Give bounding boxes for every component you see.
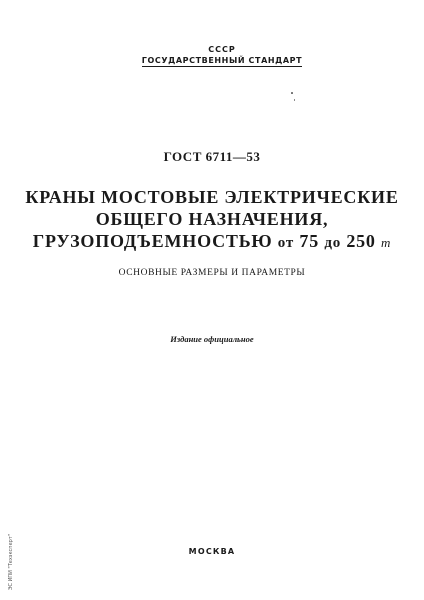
publication-city: МОСКВА <box>188 547 236 556</box>
title-line-3 <box>0 231 424 252</box>
title-line-2: ОБЩЕГО НАЗНАЧЕНИЯ, <box>95 209 329 229</box>
title-max-capacity: 250 <box>346 231 376 251</box>
dust-speck <box>291 92 293 94</box>
title-min-capacity: 75 <box>299 231 319 251</box>
edition-label: Издание официальное <box>170 334 254 344</box>
dust-speck <box>294 99 295 101</box>
title-unit: т <box>381 235 392 250</box>
side-watermark-note: ЭС ИПИ "Техэксперт" <box>8 533 14 590</box>
title-line-1: КРАНЫ МОСТОВЫЕ ЭЛЕКТРИЧЕСКИЕ <box>25 187 399 207</box>
gost-number: ГОСТ 6711—53 <box>163 149 261 164</box>
country-label: СССР <box>208 45 236 54</box>
title-from-word: от <box>277 235 295 251</box>
document-subtitle: ОСНОВНЫЕ РАЗМЕРЫ И ПАРАМЕТРЫ <box>118 268 306 278</box>
title-to-word: до <box>324 235 342 251</box>
standard-type-text: ГОСУДАРСТВЕННЫЙ СТАНДАРТ <box>141 56 303 65</box>
title-capacity-word: ГРУЗОПОДЪЕМНОСТЬЮ <box>32 231 273 251</box>
standard-type-label <box>10 56 424 65</box>
